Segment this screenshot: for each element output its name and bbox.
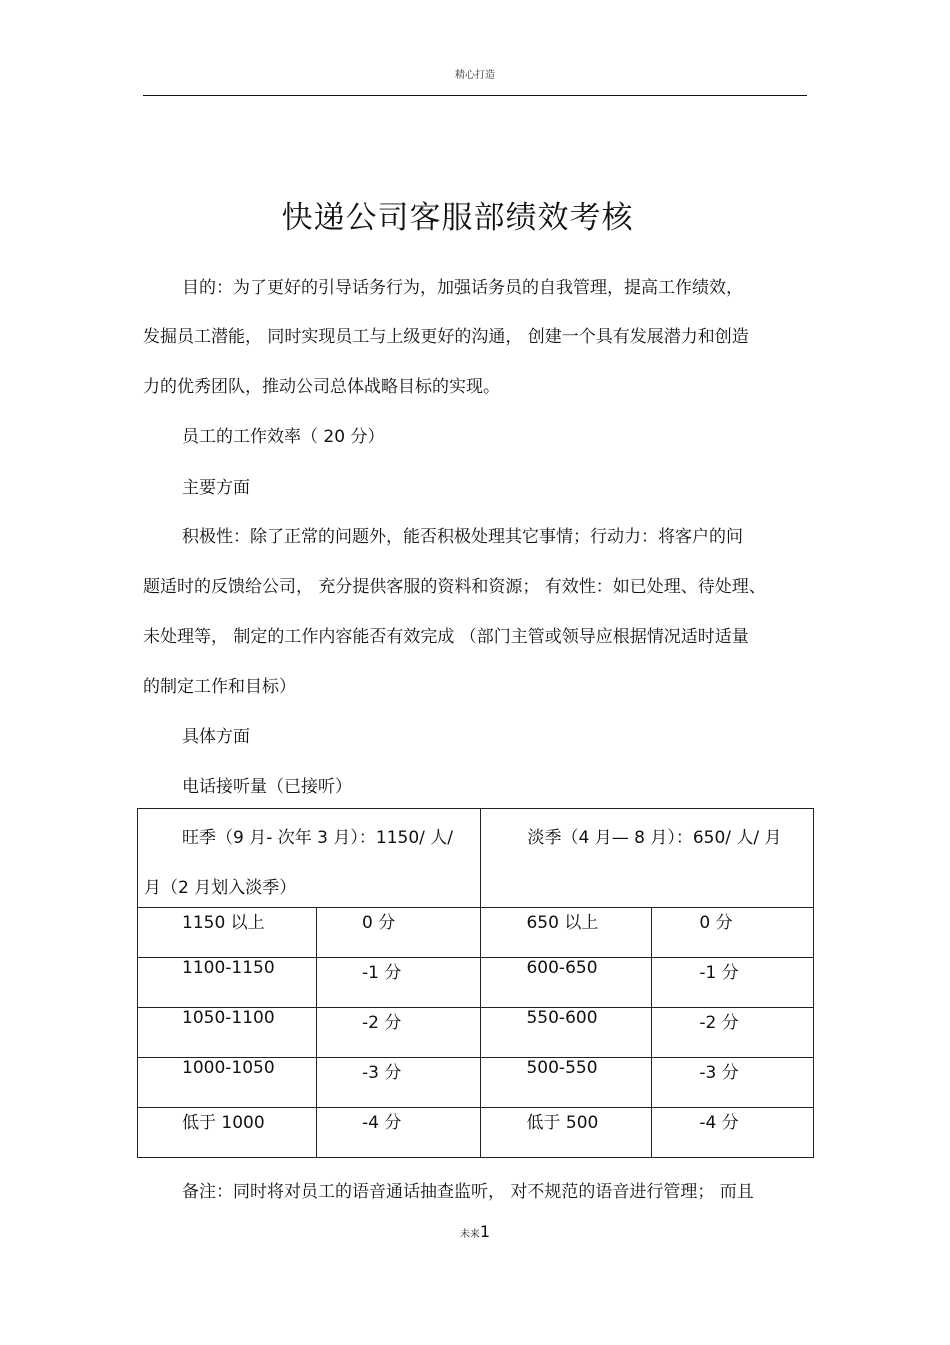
main-aspects-line-3: 未处理等， 制定的工作内容能否有效完成 （部门主管或领导应根据情况适时适量 bbox=[143, 627, 749, 647]
call-volume-score-table bbox=[137, 808, 814, 1158]
peak-score-cell: 0 分 bbox=[317, 908, 481, 958]
peak-score-cell: -2 分 bbox=[317, 1008, 481, 1058]
off-range-cell: 650 以上 bbox=[481, 908, 652, 958]
table-row bbox=[138, 1108, 814, 1158]
off-score-cell: -1 分 bbox=[652, 958, 814, 1008]
table-row bbox=[138, 1058, 814, 1108]
remark-line: 备注：同时将对员工的语音通话抽查监听， 对不规范的语音进行管理； 而且 bbox=[182, 1182, 754, 1202]
peak-season-header-line-2: 月（2 月划入淡季） bbox=[144, 878, 297, 898]
table-row bbox=[138, 958, 814, 1008]
peak-range-cell: 1000-1050 bbox=[138, 1058, 317, 1108]
table-row bbox=[138, 908, 814, 958]
page-number: 1 bbox=[479, 1222, 491, 1241]
purpose-line-3: 力的优秀团队，推动公司总体战略目标的实现。 bbox=[143, 377, 500, 397]
off-range-cell: 500-550 bbox=[481, 1058, 652, 1108]
peak-range-cell: 1100-1150 bbox=[138, 958, 317, 1008]
purpose-line-2: 发掘员工潜能， 同时实现员工与上级更好的沟通， 创建一个具有发展潜力和创造 bbox=[143, 327, 749, 347]
off-season-header bbox=[481, 809, 814, 908]
off-range-cell: 低于 500 bbox=[481, 1108, 652, 1158]
peak-range-cell: 1150 以上 bbox=[138, 908, 317, 958]
header-divider bbox=[143, 95, 807, 96]
peak-score-cell: -4 分 bbox=[317, 1108, 481, 1158]
peak-score-cell: -3 分 bbox=[317, 1058, 481, 1108]
main-aspects-line-4: 的制定工作和目标） bbox=[143, 677, 296, 697]
footer-text: 未来 bbox=[459, 1229, 480, 1240]
calls-heading: 电话接听量（已接听） bbox=[182, 777, 352, 797]
document-title: 快递公司客服部绩效考核 bbox=[281, 200, 634, 236]
purpose-line-1: 目的：为了更好的引导话务行为，加强话务员的自我管理，提高工作绩效， bbox=[182, 278, 743, 298]
off-range-cell: 550-600 bbox=[481, 1008, 652, 1058]
peak-range-cell: 低于 1000 bbox=[138, 1108, 317, 1158]
peak-range-cell: 1050-1100 bbox=[138, 1008, 317, 1058]
off-score-cell: -3 分 bbox=[652, 1058, 814, 1108]
table-row bbox=[138, 1008, 814, 1058]
page-footer bbox=[0, 1222, 950, 1241]
peak-season-header bbox=[138, 809, 481, 908]
off-season-header-text: 淡季（4 月— 8 月）：650/ 人/ 月 bbox=[527, 828, 782, 848]
page-header: 精心打造 bbox=[455, 70, 495, 81]
efficiency-heading: 员工的工作效率（ 20 分） bbox=[182, 427, 385, 447]
specific-aspects-heading: 具体方面 bbox=[182, 727, 250, 747]
peak-season-header-line-1: 旺季（9 月- 次年 3 月）：1150/ 人/ bbox=[182, 828, 454, 848]
main-aspects-line-1: 积极性：除了正常的问题外，能否积极处理其它事情；行动力：将客户的问 bbox=[182, 527, 743, 547]
main-aspects-line-2: 题适时的反馈给公司， 充分提供客服的资料和资源； 有效性：如已处理、待处理、 bbox=[143, 577, 766, 597]
off-score-cell: 0 分 bbox=[652, 908, 814, 958]
main-aspects-heading: 主要方面 bbox=[182, 478, 250, 498]
peak-score-cell: -1 分 bbox=[317, 958, 481, 1008]
off-range-cell: 600-650 bbox=[481, 958, 652, 1008]
off-score-cell: -2 分 bbox=[652, 1008, 814, 1058]
off-score-cell: -4 分 bbox=[652, 1108, 814, 1158]
